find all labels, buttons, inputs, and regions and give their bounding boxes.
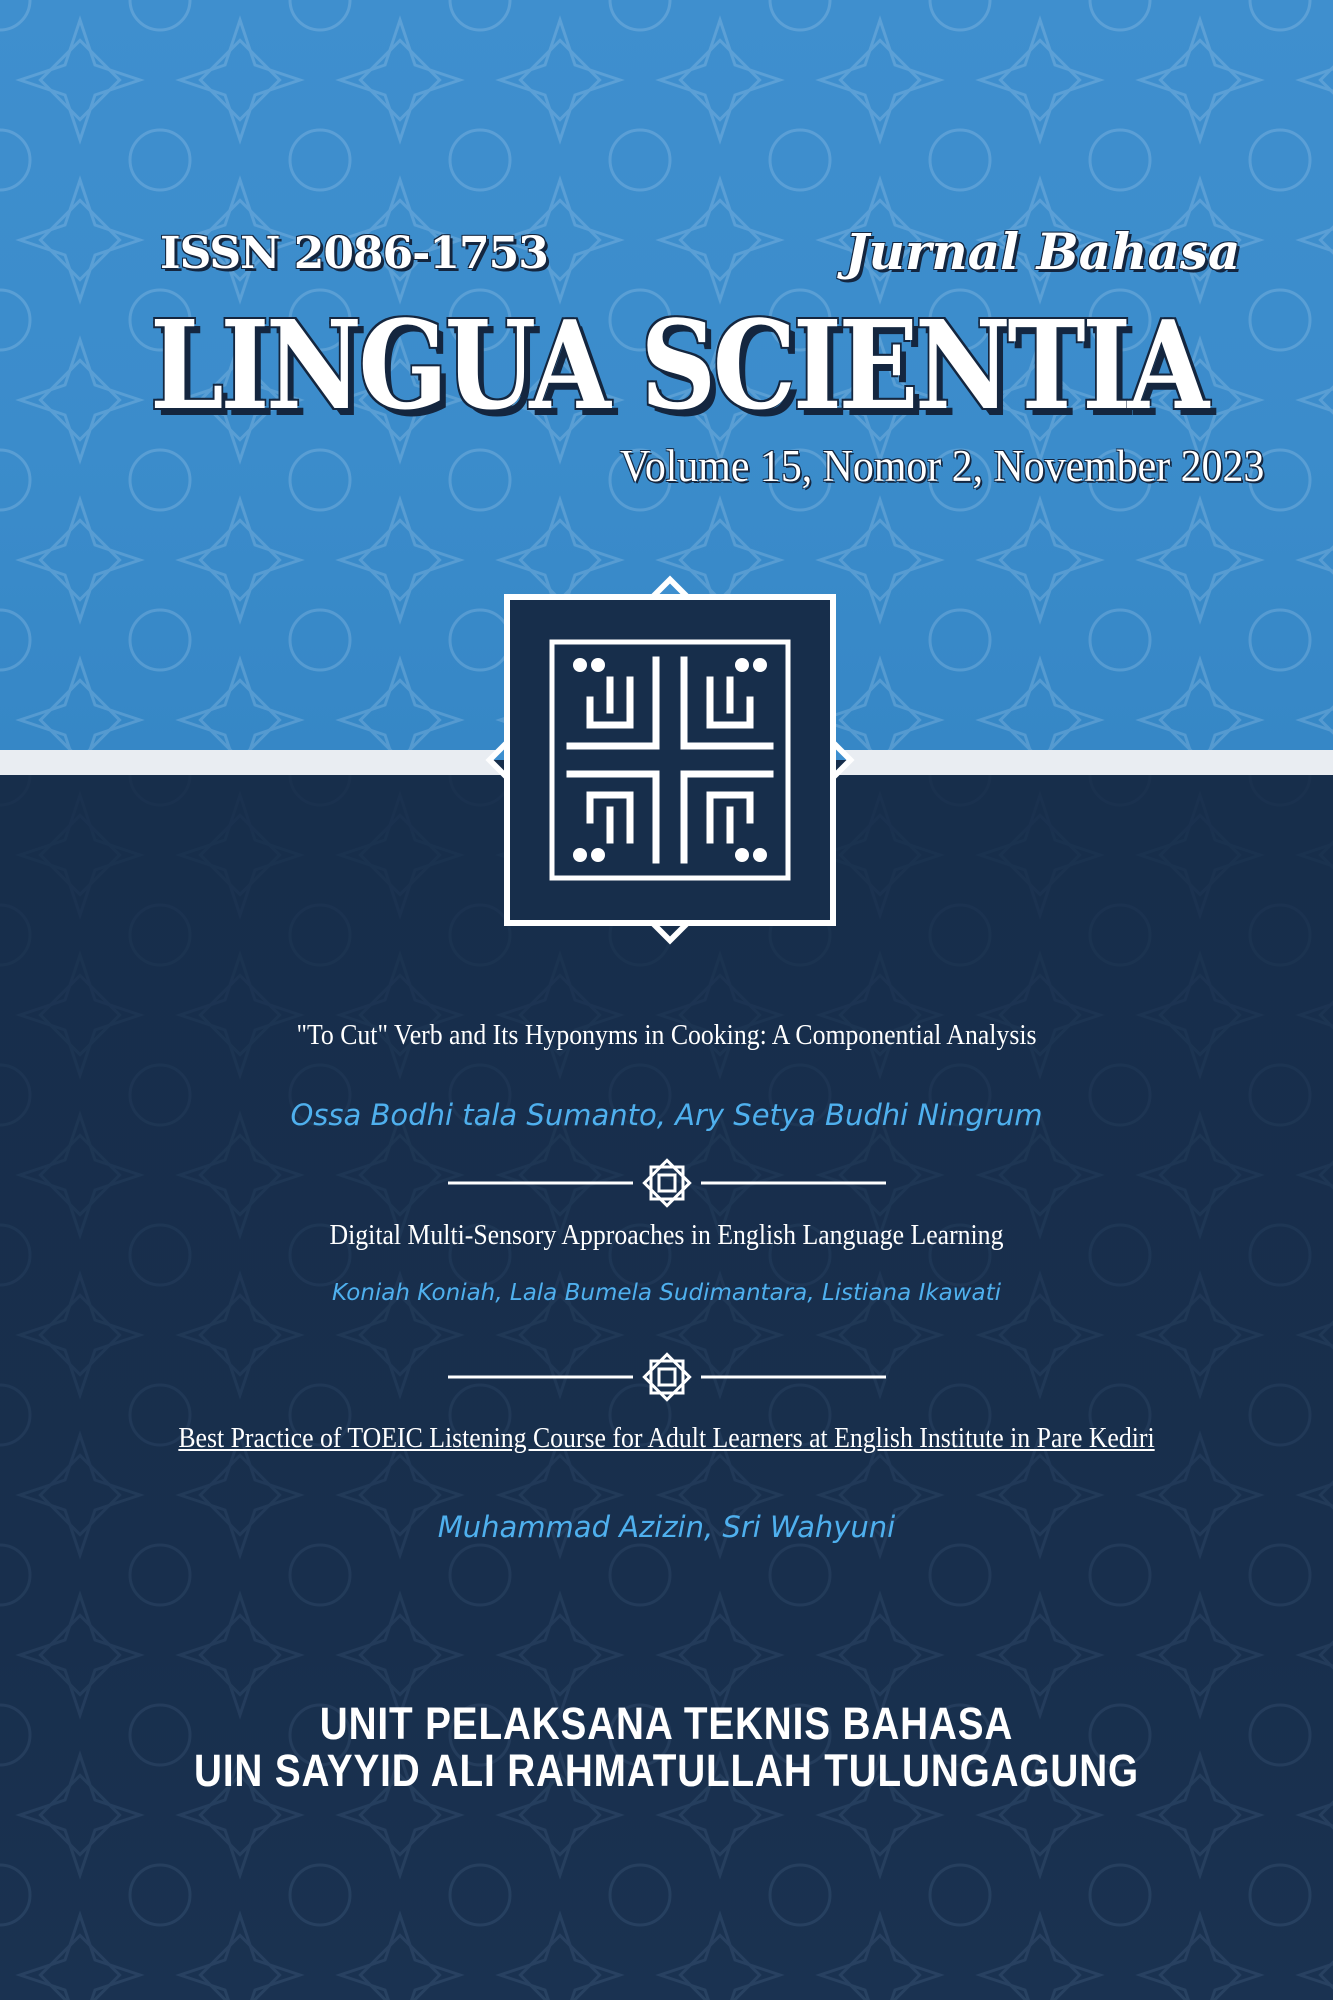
article-1-authors: Ossa Bodhi tala Sumanto, Ary Setya Budhi Ningrum: [290, 1098, 1043, 1132]
article-2-title: Digital Multi-Sensory Approaches in English Language Learning: [329, 1220, 1004, 1251]
publisher-line-2: UIN SAYYID ALI RAHMATULLAH TULUNGAGUNG: [194, 1745, 1139, 1796]
volume-line: Volume 15, Nomor 2, November 2023: [620, 441, 1265, 491]
article-3-title: [53, 1423, 1279, 1455]
article-3-authors: Muhammad Azizin, Sri Wahyuni: [437, 1510, 896, 1544]
series-label: Jurnal Bahasa: [845, 222, 1241, 281]
calligraphy-emblem-icon: [430, 520, 910, 1000]
publisher-line-1: UNIT PELAKSANA TEKNIS BAHASA: [319, 1698, 1014, 1749]
issn-label: ISSN 2086-1753: [160, 228, 548, 279]
journal-title: LINGUA SCIENTIA: [150, 293, 1206, 437]
article-3-title-text: Best Practice of TOEIC Listening Course for Adult Learners at English Institute in Pare Kediri: [178, 1423, 1155, 1454]
ornament-divider-icon: [448, 1158, 886, 1208]
article-1-title: "To Cut" Verb and Its Hyponyms in Cooking: A Componential Analysis: [296, 1020, 1037, 1051]
article-2-authors: Koniah Koniah, Lala Bumela Sudimantara, Listiana Ikawati: [332, 1280, 1001, 1306]
ornament-divider-icon: [448, 1352, 886, 1402]
